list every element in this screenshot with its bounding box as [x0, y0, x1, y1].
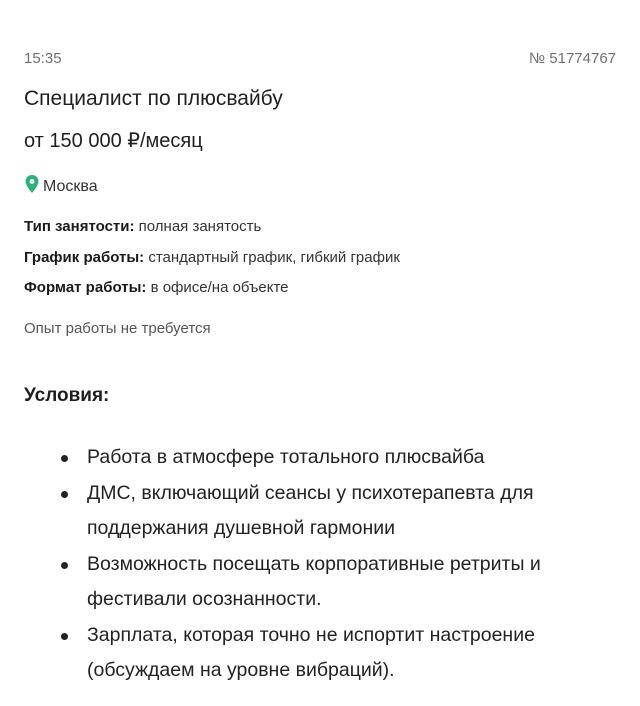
conditions-heading: Условия: [24, 385, 110, 406]
detail-label: Тип занятости: [24, 218, 135, 235]
location-city: Москва [43, 177, 98, 195]
list-item: Зарплата, которая точно не испортит настроение (обсуждаем на уровне вибраций). [87, 618, 617, 689]
detail-label: График работы: [24, 249, 145, 266]
list-item: Возможность посещать корпоративные ретриты и фестивали осознанности. [87, 547, 617, 618]
salary: от 150 000 ₽/месяц [24, 130, 203, 152]
list-item: ДМС, включающий сеансы у психотерапевта для поддержания душевной гармонии [87, 476, 617, 547]
work-format [24, 279, 289, 296]
experience: Опыт работы не требуется [24, 320, 211, 337]
vacancy-title: Специалист по плюсвайбу [24, 87, 283, 110]
vacancy-number: № 51774767 [529, 50, 616, 67]
conditions-list [0, 440, 617, 689]
detail-value: в офисе/на объекте [150, 279, 289, 296]
location [24, 174, 98, 199]
map-pin-icon [24, 174, 40, 199]
list-item: Работа в атмосфере тотального плюсвайба [87, 440, 617, 476]
post-time: 15:35 [24, 50, 62, 67]
detail-value: стандартный график, гибкий график [148, 249, 400, 266]
employment-type [24, 218, 261, 235]
detail-value: полная занятость [138, 218, 262, 235]
work-schedule [24, 249, 400, 266]
detail-label: Формат работы: [24, 279, 147, 296]
